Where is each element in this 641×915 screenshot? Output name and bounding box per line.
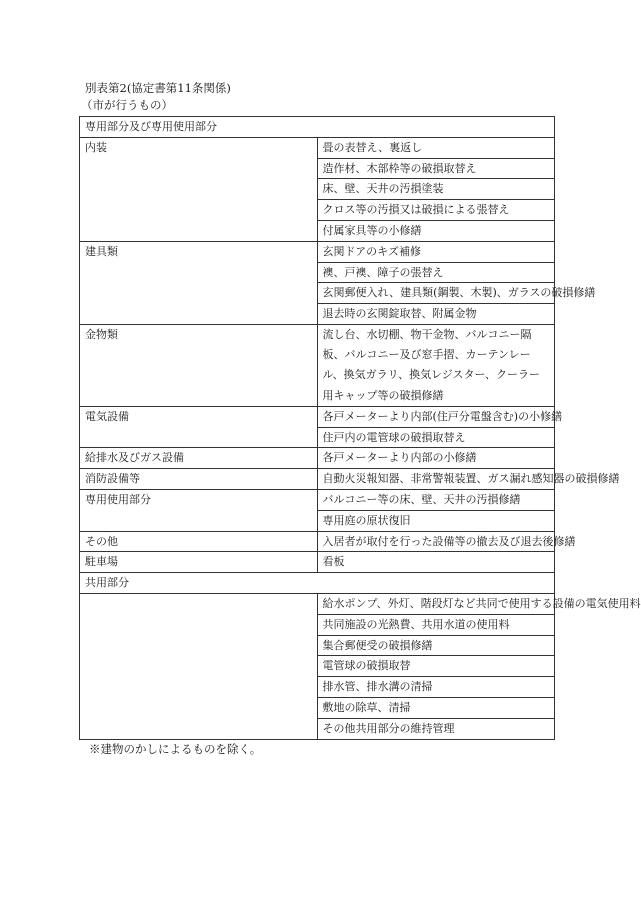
document-title: 別表第2(協定書第11条関係): [85, 81, 231, 95]
item-cell: 共同施設の光熱費、共用水道の使用料: [317, 614, 555, 635]
item-cell: 玄関郵便入れ、建具類(鋼製、木製)、ガラスの破損修繕: [317, 283, 555, 304]
table-row: [80, 552, 555, 573]
category-cell: その他: [80, 531, 318, 552]
table-row: [80, 117, 555, 138]
item-cell: 付属家具等の小修繕: [317, 220, 555, 241]
category-cell: 建具類: [80, 241, 318, 324]
item-cell: 玄関ドアのキズ補修: [317, 241, 555, 262]
item-cell: 造作材、木部枠等の破損取替え: [317, 158, 555, 179]
item-cell: 退去時の玄関錠取替、附属金物: [317, 304, 555, 325]
category-cell: 駐車場: [80, 552, 318, 573]
section-header-common: 共用部分: [80, 573, 555, 594]
category-cell: 専用使用部分: [80, 489, 318, 531]
table-body: [80, 117, 641, 740]
item-cell: 畳の表替え、裏返し: [317, 137, 555, 158]
category-cell-empty: [80, 593, 318, 739]
item-cell: その他共用部分の維持管理: [317, 718, 555, 739]
table-row: [80, 448, 555, 469]
category-cell: 消防設備等: [80, 469, 318, 490]
footnote: ※建物のかしによるものを除く。: [89, 741, 262, 756]
document: [79, 80, 641, 758]
item-cell: 排水管、排水溝の清掃: [317, 677, 555, 698]
table-row: [80, 406, 555, 427]
item-cell: 流し台、水切棚、物干金物、バルコニー隔板、バルコニー及び窓手摺、カーテンレール、換気ガラリ、換気レジスター、クーラー用キャップ等の破損修繕: [317, 324, 555, 406]
category-cell: 金物類: [80, 324, 318, 406]
table-row: [80, 573, 555, 594]
item-cell: 敷地の除草、清掃: [317, 697, 555, 718]
item-cell: 襖、戸襖、障子の張替え: [317, 262, 555, 283]
item-cell: 入居者が取付を行った設備等の撤去及び退去後修繕: [317, 531, 555, 552]
table-row: [80, 469, 555, 490]
table-row: [80, 489, 555, 510]
item-cell: 電管球の破損取替: [317, 656, 555, 677]
item-cell: 住戸内の電管球の破損取替え: [317, 427, 555, 448]
document-subtitle: （市が行うもの）: [81, 98, 173, 112]
table-row: [80, 137, 555, 158]
item-cell: 各戸メーターより内部の小修繕: [317, 448, 555, 469]
item-cell: 給水ポンプ、外灯、階段灯など共同で使用する設備の電気使用料: [317, 593, 555, 614]
item-cell: バルコニー等の床、壁、天井の汚損修繕: [317, 489, 555, 510]
table-row: [80, 531, 555, 552]
table-row: [80, 241, 555, 262]
table-row: [80, 593, 555, 614]
item-cell: 自動火災報知器、非常警報装置、ガス漏れ感知器の破損修繕: [317, 469, 555, 490]
category-cell: 給排水及びガス設備: [80, 448, 318, 469]
item-cell: クロス等の汚損又は破損による張替え: [317, 200, 555, 221]
section-header-exclusive: 専用部分及び専用使用部分: [80, 117, 555, 138]
table-row: [80, 324, 555, 406]
item-cell: 看板: [317, 552, 555, 573]
category-cell: 電気設備: [80, 406, 318, 448]
item-cell: 各戸メーターより内部(住戸分電盤含む)の小修繕: [317, 406, 555, 427]
item-cell: 専用庭の原状復旧: [317, 510, 555, 531]
item-cell: 床、壁、天井の汚損塗装: [317, 179, 555, 200]
item-cell: 集合郵便受の破損修繕: [317, 635, 555, 656]
responsibility-table: [79, 116, 641, 740]
category-cell: 内装: [80, 137, 318, 241]
